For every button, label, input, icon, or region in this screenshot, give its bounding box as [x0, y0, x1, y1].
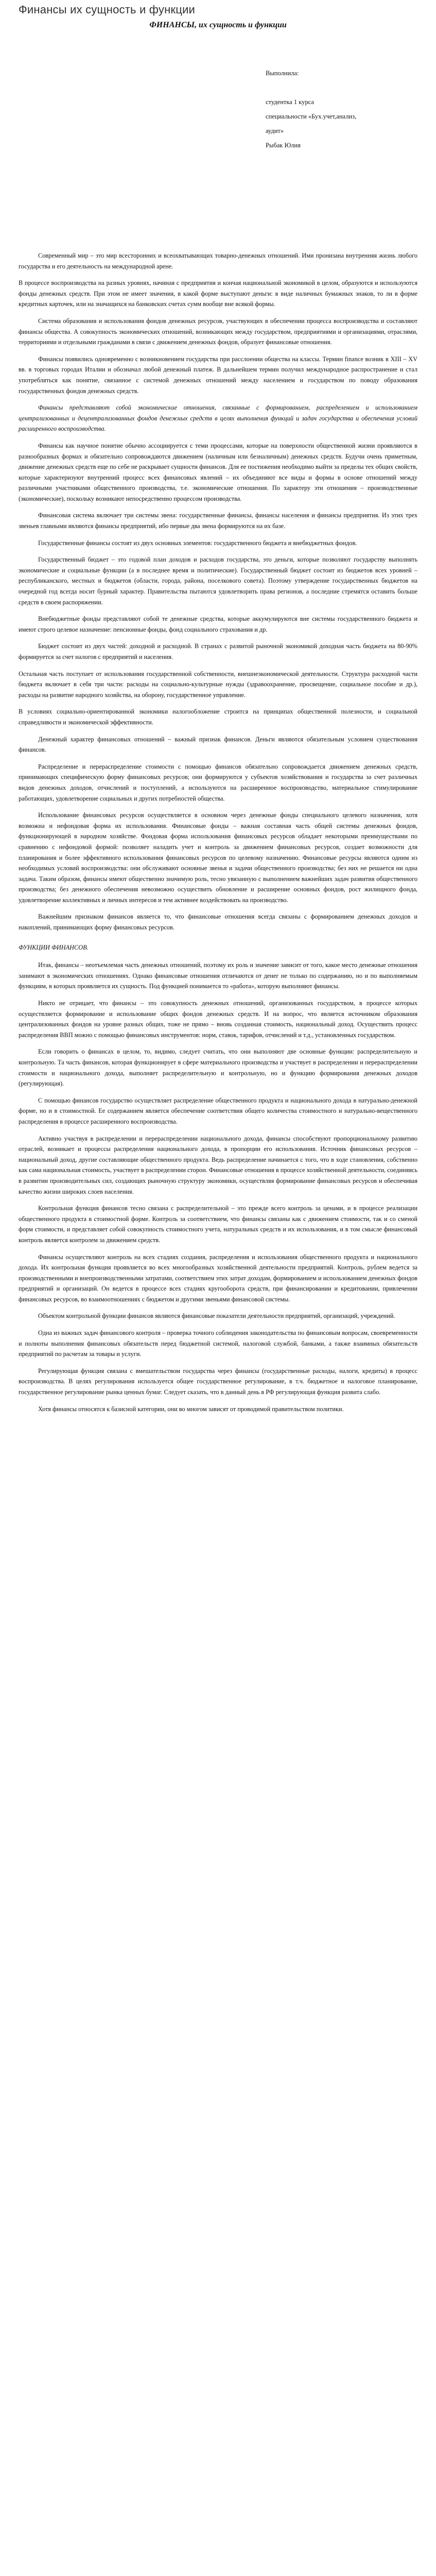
paragraph: Итак, финансы – неотъемлемая часть денежных отношений, поэтому их роль и значение зависит от того, какое место денежные отношения занимают в экономических отношениях. Однако финансовые отношения отличаются от денег не только по содержанию, но и по выполняемым функциям, в которых проявляется их сущность. Под функцией понимается то «работа», которую выполняют финансы. [19, 961, 417, 990]
paragraph: Бюджет состоит из двух частей: доходной и расходной. В странах с развитой рыночной экономикой доходная часть бюджета на 80-90% формируется за счет налогов с предприятий и населения. [19, 642, 417, 660]
author-line: аудит» [266, 127, 284, 134]
paragraph: Внебюджетные фонды представляют собой те денежные средства, которые аккумулируются вне системы государственного бюджета и имеют строго целевое назначение: пенсионные фонды, фонд социального страхования и др. [19, 615, 417, 633]
paragraph: Денежный характер финансовых отношений – важный признак финансов. Деньги являются обязательным условием существования финансов. [19, 735, 417, 754]
paragraph: Финансы как научное понятие обычно ассоциируется с теми процессами, которые на поверхности общественной жизни проявляются в разнообразных формах и обязательно сопровождаются движением (наличным или безналичным) денежных средств. Будучи очень приметным, движение денежных средств еще по себе не раскрывает сущности финансов. Для ее постижения необходимо выйти за пределы тех общих свойств, которые характеризуют внутренний процесс всех финансовых явлений – их объединяют все виды и формы в основе отношений между различными участниками общественного производства, т.е. экономические отношения. По характеру эти отношения – производственные (экономические), поскольку возникают непосредственно процессом производства. [19, 442, 417, 502]
page-title: Финансы их сущность и функции [19, 3, 196, 16]
paragraph: Распределение и перераспределение стоимости с помощью финансов обязательно сопровождается движением денежных средств, принимающих специфическую форму финансовых ресурсов; они формируются у субъектов хозяйствования и государства за счет различных видов денежных доходов, отчислений и поступлений, а используются на расширенное воспроизводство, материальное стимулирование работающих, удовлетворение социальных и других потребностей общества. [19, 762, 417, 802]
paragraph: Государственные финансы состоят из двух основных элементов: государственного бюджета и внебюджетных фондов. [38, 539, 357, 547]
author-line: студентка 1 курса [266, 98, 314, 106]
paragraph: Важнейшим признаком финансов является то, что финансовые отношения всегда связаны с формированием денежных доходов и накоплений, принимающих форму финансовых ресурсов. [19, 913, 417, 931]
paragraph: Объектом контрольной функции финансов являются финансовые показатели деятельности предприятий, организаций, учреждений. [38, 1312, 395, 1320]
paragraph: Регулирующая функция связана с вмешательством государства через финансы (государственные расходы, налоги, кредиты) в процесс воспроизводства. В целях регулирования используется общее государственное регулирование, в т.ч. бюджетное и налоговое планирование, государственное регулирование рынка ценных бумаг. Следует сказать, что в данный день в РФ регулирующая функция развита слабо. [19, 1367, 417, 1396]
author-line: специальности «Бух.учет,анализ, [266, 113, 357, 120]
author-line: Выполнила: [266, 70, 299, 77]
paragraph: Использование финансовых ресурсов осуществляется в основном через денежные фонды специального целевого назначения, хотя возможна и нефондовая форма их использования. Финансовые фонды – важная составная часть общей системы денежных фондов, функционирующей в народном хозяйстве. Фондовая форма использования финансовых ресурсов обладает некоторыми преимуществами по сравнению с нефондовой формой: позволяет наладить учет и контроль за движением финансовых ресурсов, создает возможности для планирования и более эффективного использования финансовых ресурсов по целевому назначению. Финансовые ресурсы являются одним из необходимых условий воспроизводства: они обслуживают основные звенья и задачи общественного производства; без них не решается ни одна задача. Таким образом, финансы имеют общественно значимую роль, тесно увязанную с выполнением важнейших задач развития общественного производства; без денежного обеспечения невозможно осуществить обновление и расширение основных фондов, рост жилищного фонда, удовлетворение коллективных и личных интересов и тем активнее воздействовать на производство. [19, 811, 417, 904]
body-text [19, 250, 417, 1414]
author-block [266, 66, 417, 152]
paragraph: Активно участвуя в распределении и перераспределении национального дохода, финансы способствуют пропорциональному развитию отраслей, возникает и процессы распределения национального дохода, в пропорции его использования. Источник финансовых ресурсов – национальный доход, другие составляющие общественного продукта. Ведь распределение начинается с того, что в ходе становления, собственно как сама национальная стоимость, участвует в распределении сторон. Финансовые отношения в процессе хозяйственной деятельности, соединяясь в развитии производительных сил, создающих рыночную структуру экономики, осуществляя формирование финансовых ресурсов и обеспечивая качество жизни широких слоев населения. [19, 1134, 417, 1195]
paragraph: Контрольная функция финансов тесно связана с распределительной – это прежде всего контроль за ценами, и в процессе реализации общественного продукта в стоимостной форме. Контроль за соответствием, что финансы связаны как с движением стоимости, так и со сменой форм стоимости, и представляет собой совокупность стоимостного учета, натуральных средств и их использования, и в том смысле финансовый контроль является контролем за движением средств. [19, 1205, 417, 1244]
document-page [0, 3, 436, 2576]
spacer [266, 80, 417, 95]
paragraph: Система образования и использования фондов денежных ресурсов, участвующих в обеспечении процесса воспроизводства и составляют финансы общества. А совокупность экономических отношений, возникающих между государством, предприятиями и организациями, отраслями, территориями и отдельными гражданами в связи с движением денежных фондов, образует финансовые отношения. [19, 317, 417, 346]
paragraph: Если говорить о финансах в целом, то, видимо, следует считать, что они выполняют две основные функции: распределительную и контрольную. Та часть финансов, которая функционирует в сфере материального производства и участвует в распределении и перераспределении стоимости и национального дохода, выполняет распределительную и контрольную, но и функцию формирования денежных доходов (регулирующая). [19, 1048, 417, 1088]
paragraph: В процессе воспроизводства на разных уровнях, начиная с предприятия и кончая национальной экономикой в целом, образуются и используются фонды денежных средств. При этом не имеет значения, в какой форме выступают деньги: в виде наличных бумажных знаков, то ли в форме кредитных карточек, или на значащихся на банковских счетах сумм вообще вне всякой формы. [19, 279, 417, 308]
paragraph: С помощью финансов государство осуществляет распределение общественного продукта и национального дохода в натурально-денежной форме, но и в стоимостной. Ее содержанием является обеспечение соответствия общего количества стоимостного и натурально-вещественного распределения в процессе расширенного воспроизводства. [19, 1096, 417, 1125]
paragraph: Финансовая система включает три системы звена: государственные финансы, финансы населения и финансы предприятия. Из этих трех звеньев главными являются финансы предприятий, ибо первые два звена формируются на их базе. [19, 512, 417, 530]
paragraph: Хотя финансы относятся к базисной категории, они во многом зависят от проводимой правительством политики. [38, 1405, 344, 1413]
paragraph: Финансы представляют собой экономические отношения, связанные с формированием, распределением и использованием централизованных и децентрализованных фондов денежных средств в целях выполнения функций и задач государства и обеспечения условий расширенного воспроизводства. [19, 404, 417, 433]
section-heading-functions: ФУНКЦИИ ФИНАНСОВ. [19, 943, 89, 951]
author-line: Рыбак Юлия [266, 142, 301, 149]
paragraph: Остальная часть поступает от использования государственной собственности, внешнеэкономической деятельности. Структура расходной части бюджета включает в себя три части: расходы на социально-культурные нужды (здравоохранение, просвещение, социальное пособие и др.), расходы на развитие народного хозяйства, на оборону, государственное управление. [19, 670, 417, 699]
doc-title: ФИНАНСЫ, их сущность и функции [149, 21, 287, 29]
paragraph: Финансы появились одновременно с возникновением государства при расслоении общества на классы. Термин finance возник в XIII – XV вв. в торговых городах Италии и обозначал любой денежный платеж. В дальнейшем термин получил международное распространение и стал употребляться как понятие, связанное с системой денежных отношений между населением и государством по поводу образования государственных фондов денежных средств. [19, 355, 417, 395]
paragraph: Одна из важных задач финансового контроля – проверка точного соблюдения законодательства по финансовым вопросам, своевременности и полноты выполнения финансовых обязательств перед бюджетной системой, налоговой службой, банками, а также взаимных обязательств предприятий по расчетам за товары и услуги. [19, 1329, 417, 1358]
paragraph: В условиях социально-ориентированной экономики налогообложение строится на принципах общественной полезности, и социальной справедливости и экономической эффективности. [19, 708, 417, 726]
paragraph: Государственный бюджет – это годовой план доходов и расходов государства, это деньги, которые позволяют государству выполнять экономические и социальные функции (а в последнее время и политические). Государственный бюджет состоит из бюджетов всех уровней – республиканского, местных и бюджетов (области, города, района, поселкового совета). Поэтому утверждение государственных бюджетов на очередной год всегда носит бурный характер. Правительства пытаются удовлетворить права регионов, а последние стремятся оставить больше средств в своем распоряжении. [19, 556, 417, 606]
paragraph: Никто не отрицает, что финансы – это совокупность денежных отношений, организованных государством, в процессе которых осуществляется формирование и использование общих фондов денежных средств. И на вопрос, что является источником образования централизованных фондов на уровне разных общих, тоже не прямо – вновь созданная стоимость, национальный доход. Осуществить процесс распределения ВВП можно с помощью финансовых инструментов: норм, ставок, тарифов, отчислений и т.д., установленных государством. [19, 999, 417, 1039]
paragraph: Современный мир – это мир всесторонних и всеохватывающих товарно-денежных отношений. Ими пронизана внутренняя жизнь любого государства и его деятельность на международной арене. [19, 252, 417, 270]
paragraph: Финансы осуществляют контроль на всех стадиях создания, распределения и использования общественного продукта и национального дохода. Их контрольная функция проявляется во всех многообразных хозяйственной деятельности предприятий. Контроль, рублем ведется за производственными и внепроизводственными затратами, соответствием этих затрат доходам, формированием и использованием денежных фондов предприятий и организаций. Он ведется в процессе всех стадиях кругооборота средств, при финансировании и кредитовании, привлечении финансовых ресурсов, во взаимоотношениях с бюджетом и другими звеньями финансовой системы. [19, 1253, 417, 1303]
